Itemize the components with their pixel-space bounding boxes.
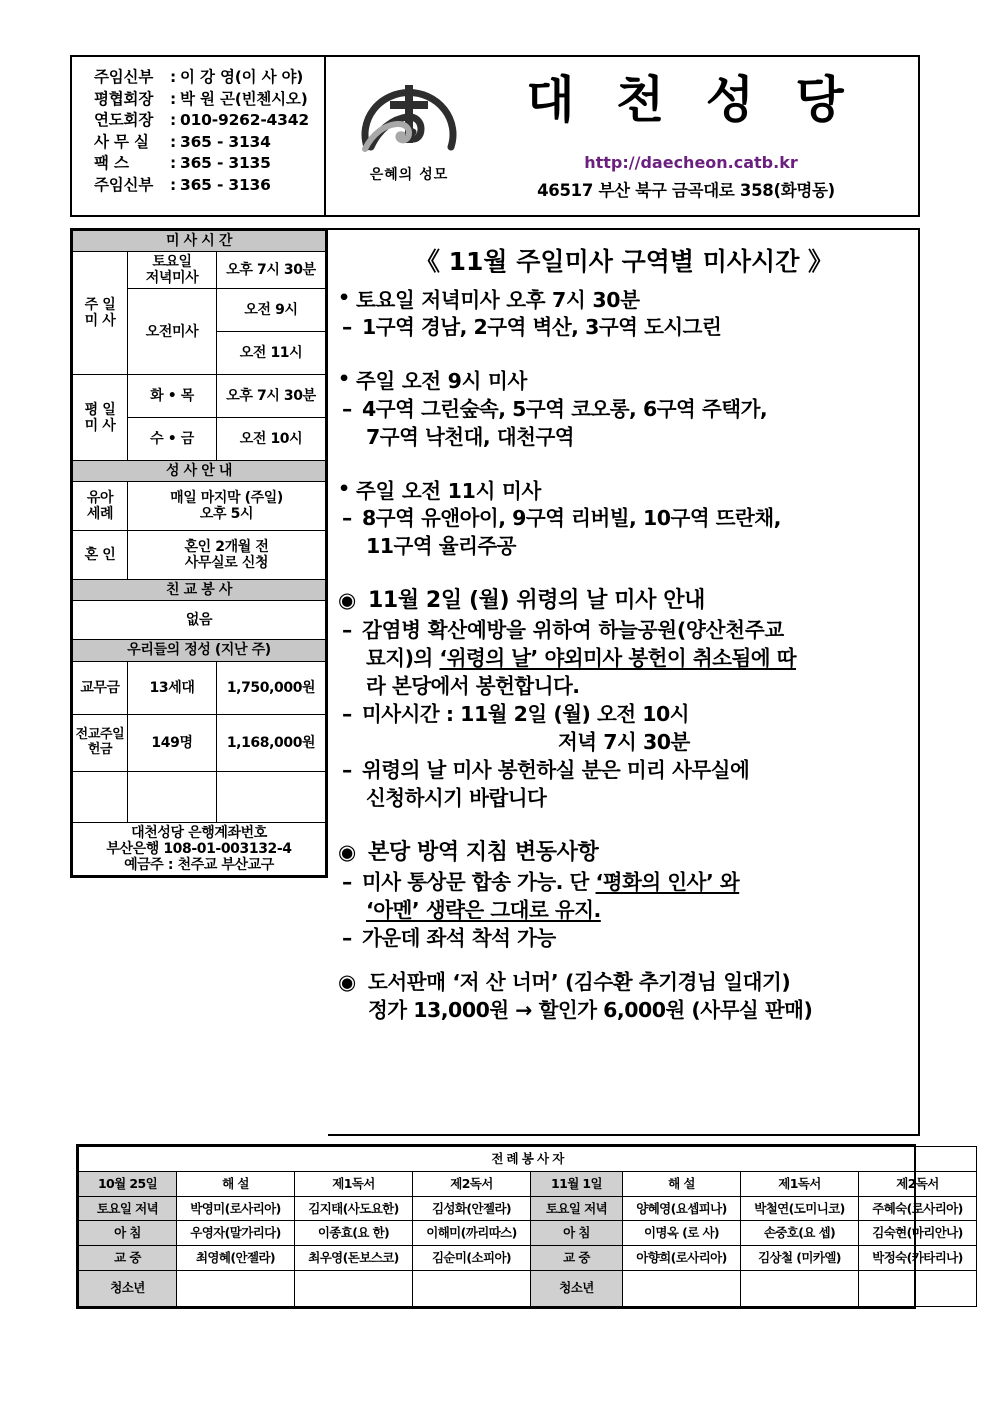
table-row bbox=[79, 1270, 977, 1306]
contact-label: 사 무 실 bbox=[94, 132, 149, 151]
header bbox=[70, 55, 920, 217]
minister-cell: 손중호(요 셉) bbox=[741, 1221, 859, 1246]
minister-cell: 김순미(소피아) bbox=[413, 1246, 531, 1271]
notice-memorial-day bbox=[338, 587, 910, 813]
main-notices bbox=[328, 228, 920, 1136]
minister-cell: 양혜영(요셉피나) bbox=[623, 1196, 741, 1221]
notice-line: 신청하시기 바랍니다 bbox=[366, 785, 547, 810]
minister-cell: 김숙현(마리안나) bbox=[859, 1221, 977, 1246]
row-label: 아 침 bbox=[531, 1221, 623, 1246]
bank-account-line: 부산은행 108-01-003132-4 bbox=[106, 840, 292, 857]
contact-value: 이 강 영(이 사 야) bbox=[180, 68, 304, 86]
minister-cell bbox=[295, 1270, 413, 1306]
offering-name bbox=[73, 771, 128, 822]
sidebar-info-table bbox=[70, 228, 328, 878]
sat-evening-time: 오후 7시 30분 bbox=[217, 252, 326, 289]
notice-text: 미사 통상문 합송 가능. 단 bbox=[362, 870, 596, 895]
contact-value: 010-9262-4342 bbox=[180, 111, 309, 129]
spacer bbox=[338, 346, 910, 368]
contact-label: 연도회장 bbox=[94, 111, 154, 129]
contact-label: 팩 스 bbox=[94, 154, 129, 172]
grace-madonna-logo-icon bbox=[357, 71, 461, 159]
church-name: 대 천 성 당 bbox=[526, 71, 856, 129]
church-url[interactable]: http://daecheon.catb.kr bbox=[584, 153, 798, 172]
row-label: 토요일 저녁 bbox=[531, 1196, 623, 1221]
mass-schedule-table bbox=[72, 230, 326, 876]
contact-row bbox=[94, 67, 324, 89]
minister-cell: 아향희(로사리아) bbox=[623, 1246, 741, 1271]
ministers-table-title: 전 례 봉 사 자 bbox=[79, 1147, 977, 1172]
contact-colon: : bbox=[170, 68, 176, 86]
spacer bbox=[338, 957, 910, 969]
contact-value: 박 원 곤(빈첸시오) bbox=[180, 89, 308, 108]
notice-line: 라 본당에서 봉헌합니다. bbox=[366, 674, 580, 699]
baptism-value: 매일 마지막 (주일) 오후 5시 bbox=[128, 482, 326, 531]
baptism-label: 유아 세례 bbox=[73, 482, 128, 531]
contact-colon: : bbox=[170, 154, 176, 172]
table-row bbox=[79, 1246, 977, 1271]
offering-count: 13세대 bbox=[128, 661, 217, 714]
fellowship-header: 친 교 봉 사 bbox=[73, 580, 326, 601]
contact-value: 365 - 3136 bbox=[180, 175, 271, 194]
mass-group-line: – 8구역 유앤아이, 9구역 리버빌, 10구역 뜨란채, bbox=[338, 505, 910, 533]
liturgical-ministers-table bbox=[76, 1144, 963, 1309]
bank-account-line: 대천성당 은행계좌번호 bbox=[131, 824, 267, 841]
ministers-table bbox=[78, 1146, 977, 1307]
contact-label: 평협회장 bbox=[94, 89, 154, 108]
contact-colon: : bbox=[170, 89, 176, 108]
mass-group bbox=[338, 287, 910, 342]
notice-line: – 위령의 날 미사 봉헌하실 분은 미리 사무실에 bbox=[338, 757, 910, 785]
notice-book-sale bbox=[338, 969, 910, 1026]
minister-cell bbox=[177, 1270, 295, 1306]
notice-line bbox=[338, 869, 910, 897]
row-label: 토요일 저녁 bbox=[79, 1196, 177, 1221]
contact-row bbox=[94, 132, 324, 154]
minister-cell: 김지태(사도요한) bbox=[295, 1196, 413, 1221]
notice-text-underlined: ‘아멘’ 생략은 그대로 유지. bbox=[366, 897, 601, 922]
minister-cell: 이명옥 (로 사) bbox=[623, 1221, 741, 1246]
offering-count: 149명 bbox=[128, 714, 217, 771]
minister-cell bbox=[623, 1270, 741, 1306]
column-header: 제1독서 bbox=[295, 1171, 413, 1196]
contact-value: 365 - 3134 bbox=[180, 132, 271, 151]
spacer bbox=[338, 817, 910, 839]
minister-cell bbox=[741, 1270, 859, 1306]
minister-cell: 박정숙(카타리나) bbox=[859, 1246, 977, 1271]
notice-line: 정가 13,000원 → 할인가 6,000원 (사무실 판매) bbox=[368, 998, 813, 1023]
mass-schedule-header: 미 사 시 간 bbox=[73, 231, 326, 252]
table-row bbox=[79, 1196, 977, 1221]
minister-cell: 박영미(로사리아) bbox=[177, 1196, 295, 1221]
notice-line bbox=[338, 617, 910, 645]
minister-cell bbox=[859, 1270, 977, 1306]
row-label: 교 중 bbox=[79, 1246, 177, 1271]
tue-thu-label: 화 • 목 bbox=[128, 375, 217, 418]
row-label: 청소년 bbox=[79, 1270, 177, 1306]
header-brand bbox=[326, 57, 918, 215]
notice-covid-guidelines bbox=[338, 839, 910, 953]
minister-cell: 우영자(말가리다) bbox=[177, 1221, 295, 1246]
column-header: 제2독서 bbox=[859, 1171, 977, 1196]
mass-group-heading: • 주일 오전 11시 미사 bbox=[338, 478, 910, 505]
logo-caption: 은혜의 성모 bbox=[369, 167, 449, 183]
wed-fri-time: 오전 10시 bbox=[217, 418, 326, 461]
notice-line bbox=[338, 897, 910, 925]
fellowship-value: 없음 bbox=[73, 601, 326, 640]
notice-heading: ◉ 11월 2일 (월) 위령의 날 미사 안내 bbox=[338, 587, 910, 616]
minister-cell: 김상철 (미카엘) bbox=[741, 1246, 859, 1271]
weekday-mass-label: 평 일 미 사 bbox=[73, 375, 128, 461]
notice-line: 저녁 7시 30분 bbox=[558, 729, 690, 754]
offering-amount bbox=[217, 771, 326, 822]
minister-cell: 이해미(까리따스) bbox=[413, 1221, 531, 1246]
contact-block bbox=[72, 57, 326, 215]
offering-amount: 1,750,000원 bbox=[217, 661, 326, 714]
main-title: 《 11월 주일미사 구역별 미사시간 》 bbox=[414, 247, 834, 276]
minister-cell: 최우영(돈보스코) bbox=[295, 1246, 413, 1271]
notice-line bbox=[338, 645, 910, 673]
mass-group-line: – 4구역 그린숲속, 5구역 코오롱, 6구역 주택가, bbox=[338, 396, 910, 424]
mass-group-heading: • 토요일 저녁미사 오후 7시 30분 bbox=[338, 287, 910, 314]
column-header: 제1독서 bbox=[741, 1171, 859, 1196]
minister-cell: 주혜숙(로사리아) bbox=[859, 1196, 977, 1221]
mass-group-line: 11구역 율리주공 bbox=[366, 533, 516, 558]
minister-cell: 이종효(요 한) bbox=[295, 1221, 413, 1246]
mass-group-line: – 1구역 경남, 2구역 벽산, 3구역 도시그린 bbox=[338, 314, 910, 342]
contact-colon: : bbox=[170, 111, 176, 129]
offering-name: 전교주일 헌금 bbox=[73, 714, 128, 771]
bank-account-line: 예금주 : 천주교 부산교구 bbox=[124, 856, 274, 873]
bank-account-info bbox=[73, 822, 326, 875]
mass-group bbox=[338, 478, 910, 561]
contact-colon: : bbox=[170, 175, 176, 194]
sacrament-header: 성 사 안 내 bbox=[73, 461, 326, 482]
minister-cell: 박철연(도미니코) bbox=[741, 1196, 859, 1221]
morning-time-1: 오전 9시 bbox=[217, 289, 326, 332]
contact-row bbox=[94, 89, 324, 111]
contact-row bbox=[94, 110, 324, 132]
mass-group bbox=[338, 368, 910, 451]
offering-header: 우리들의 정성 (지난 주) bbox=[73, 640, 326, 661]
wed-fri-label: 수 • 금 bbox=[128, 418, 217, 461]
right-date-header: 11월 1일 bbox=[531, 1171, 623, 1196]
sat-evening-label: 토요일 저녁미사 bbox=[128, 252, 217, 289]
contact-label: 주임신부 bbox=[94, 175, 154, 194]
notice-line: – 가운데 좌석 착석 가능 bbox=[338, 925, 910, 953]
offering-amount: 1,168,000원 bbox=[217, 714, 326, 771]
table-header-row bbox=[79, 1171, 977, 1196]
notice-heading: ◉ 도서판매 ‘저 산 너머’ (김수환 추기경님 일대기) bbox=[338, 969, 910, 996]
contact-label: 주임신부 bbox=[94, 68, 154, 86]
minister-cell bbox=[413, 1270, 531, 1306]
table-row bbox=[79, 1221, 977, 1246]
contact-row bbox=[94, 153, 324, 175]
notice-line: – 미사시간 : 11월 2일 (월) 오전 10시 bbox=[338, 701, 910, 729]
church-logo bbox=[344, 71, 474, 184]
morning-time-2: 오전 11시 bbox=[217, 332, 326, 375]
contact-value: 365 - 3135 bbox=[180, 154, 271, 172]
marriage-value: 혼인 2개월 전 사무실로 신청 bbox=[128, 531, 326, 580]
row-label: 교 중 bbox=[531, 1246, 623, 1271]
mass-group-heading: • 주일 오전 9시 미사 bbox=[338, 368, 910, 395]
row-label: 청소년 bbox=[531, 1270, 623, 1306]
morning-mass-label: 오전미사 bbox=[128, 289, 217, 375]
sunday-mass-label: 주 일 미 사 bbox=[73, 252, 128, 375]
offering-count bbox=[128, 771, 217, 822]
tue-thu-time: 오후 7시 30분 bbox=[217, 375, 326, 418]
column-header: 해 설 bbox=[623, 1171, 741, 1196]
notice-text: 감염병 확산예방을 위하여 하늘공원(양산천주교 bbox=[362, 618, 785, 643]
offering-name: 교무금 bbox=[73, 661, 128, 714]
notice-text-underlined: ‘위령의 날’ 야외미사 봉헌이 취소됨에 따 bbox=[439, 646, 797, 671]
contact-row bbox=[94, 175, 324, 197]
notice-heading: ◉ 본당 방역 지침 변동사항 bbox=[338, 839, 910, 868]
minister-cell: 최영혜(안젤라) bbox=[177, 1246, 295, 1271]
marriage-label: 혼 인 bbox=[73, 531, 128, 580]
row-label: 아 침 bbox=[79, 1221, 177, 1246]
notice-text: 묘지)의 bbox=[366, 646, 440, 671]
spacer bbox=[338, 456, 910, 478]
left-date-header: 10월 25일 bbox=[79, 1171, 177, 1196]
minister-cell: 김성화(안젤라) bbox=[413, 1196, 531, 1221]
column-header: 제2독서 bbox=[413, 1171, 531, 1196]
notice-text-underlined: ‘평화의 인사’ 와 bbox=[595, 870, 740, 895]
column-header: 해 설 bbox=[177, 1171, 295, 1196]
mass-group-line: 7구역 낙천대, 대천구역 bbox=[366, 424, 575, 449]
spacer bbox=[338, 565, 910, 587]
contact-colon: : bbox=[170, 132, 176, 151]
church-address: 46517 부산 북구 금곡대로 358(화명동) bbox=[537, 181, 835, 200]
